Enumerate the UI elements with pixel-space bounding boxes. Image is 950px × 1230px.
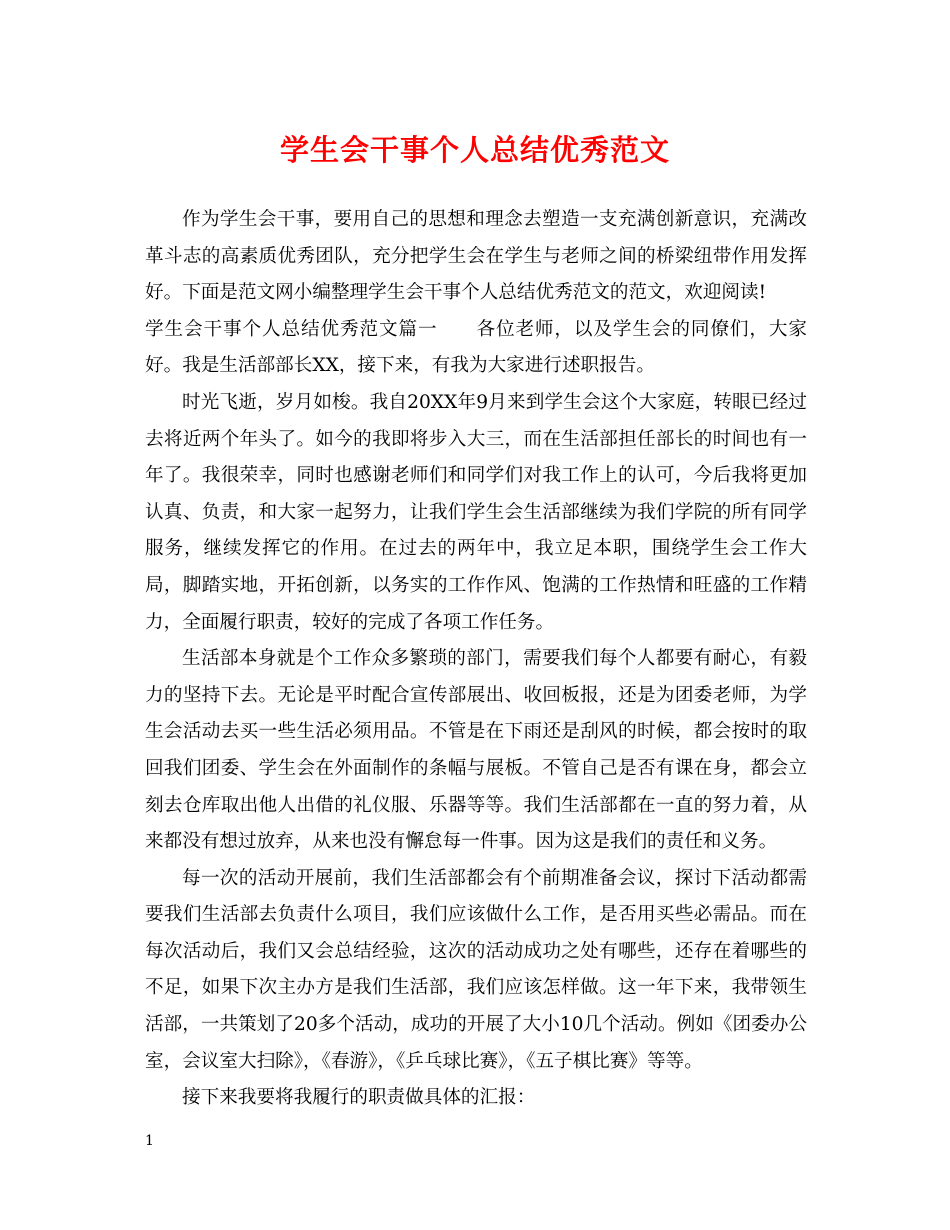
page-number: 1 — [145, 1133, 154, 1149]
section-heading-paragraph: 学生会干事个人总结优秀范文篇一 各位老师，以及学生会的同僚们，大家好。我是生活部部长XX，接下来，有我为大家进行述职报告。 — [145, 318, 807, 377]
body-paragraph-2: 生活部本身就是个工作众多繁琐的部门，需要我们每个人都要有耐心，有毅力的坚持下去。无论是平时配合宣传部展出、收回板报，还是为团委老师，为学生会活动去买一些生活必须用品。不管是在下雨还是刮风的时候，都会按时的取回我们团委、学生会在外面制作的条幅与展板。不管自己是否有课在身，都会立刻去仓库取出他人出借的礼仪服、乐器等等。我们生活部都在一直的努力着，从来都没有想过放弃，从来也没有懈怠每一件事。因为这是我们的责任和义务。 — [145, 648, 807, 853]
body-paragraph-3: 每一次的活动开展前，我们生活部都会有个前期准备会议，探讨下活动都需要我们生活部去负责什么项目，我们应该做什么工作，是否用买些必需品。而在每次活动后，我们又会总结经验，这次的活动成功之处有哪些，还存在着哪些的不足，如果下次主办方是我们生活部，我们应该怎样做。这一年下来，我带领生活部，一共策划了20多个活动，成功的开展了大小10几个活动。例如《团委办公室，会议室大扫除》，《春游》，《乒乓球比赛》，《五子棋比赛》等等。 — [145, 867, 807, 1072]
document-title: 学生会干事个人总结优秀范文 — [279, 133, 670, 167]
body-paragraph-1: 时光飞逝，岁月如梭。我自20XX年9月来到学生会这个大家庭，转眼已经过去将近两个年头了。如今的我即将步入大三，而在生活部担任部长的时间也有一年了。我很荣幸，同时也感谢老师们和同学们对我工作上的认可，今后我将更加认真、负责，和大家一起努力，让我们学生会生活部继续为我们学院的所有同学服务，继续发挥它的作用。在过去的两年中，我立足本职，围绕学生会工作大局，脚踏实地，开拓创新，以务实的工作作风、饱满的工作热情和旺盛的工作精力，全面履行职责，较好的完成了各项工作任务。 — [145, 391, 807, 633]
body-paragraph-4: 接下来我要将我履行的职责做具体的汇报： — [182, 1087, 536, 1109]
intro-paragraph: 作为学生会干事，要用自己的思想和理念去塑造一支充满创新意识，充满改革斗志的高素质优秀团队，充分把学生会在学生与老师之间的桥梁纽带作用发挥好。下面是范文网小编整理学生会干事个人总结优秀范文的范文，欢迎阅读! — [145, 209, 807, 304]
document-body — [145, 202, 807, 1117]
